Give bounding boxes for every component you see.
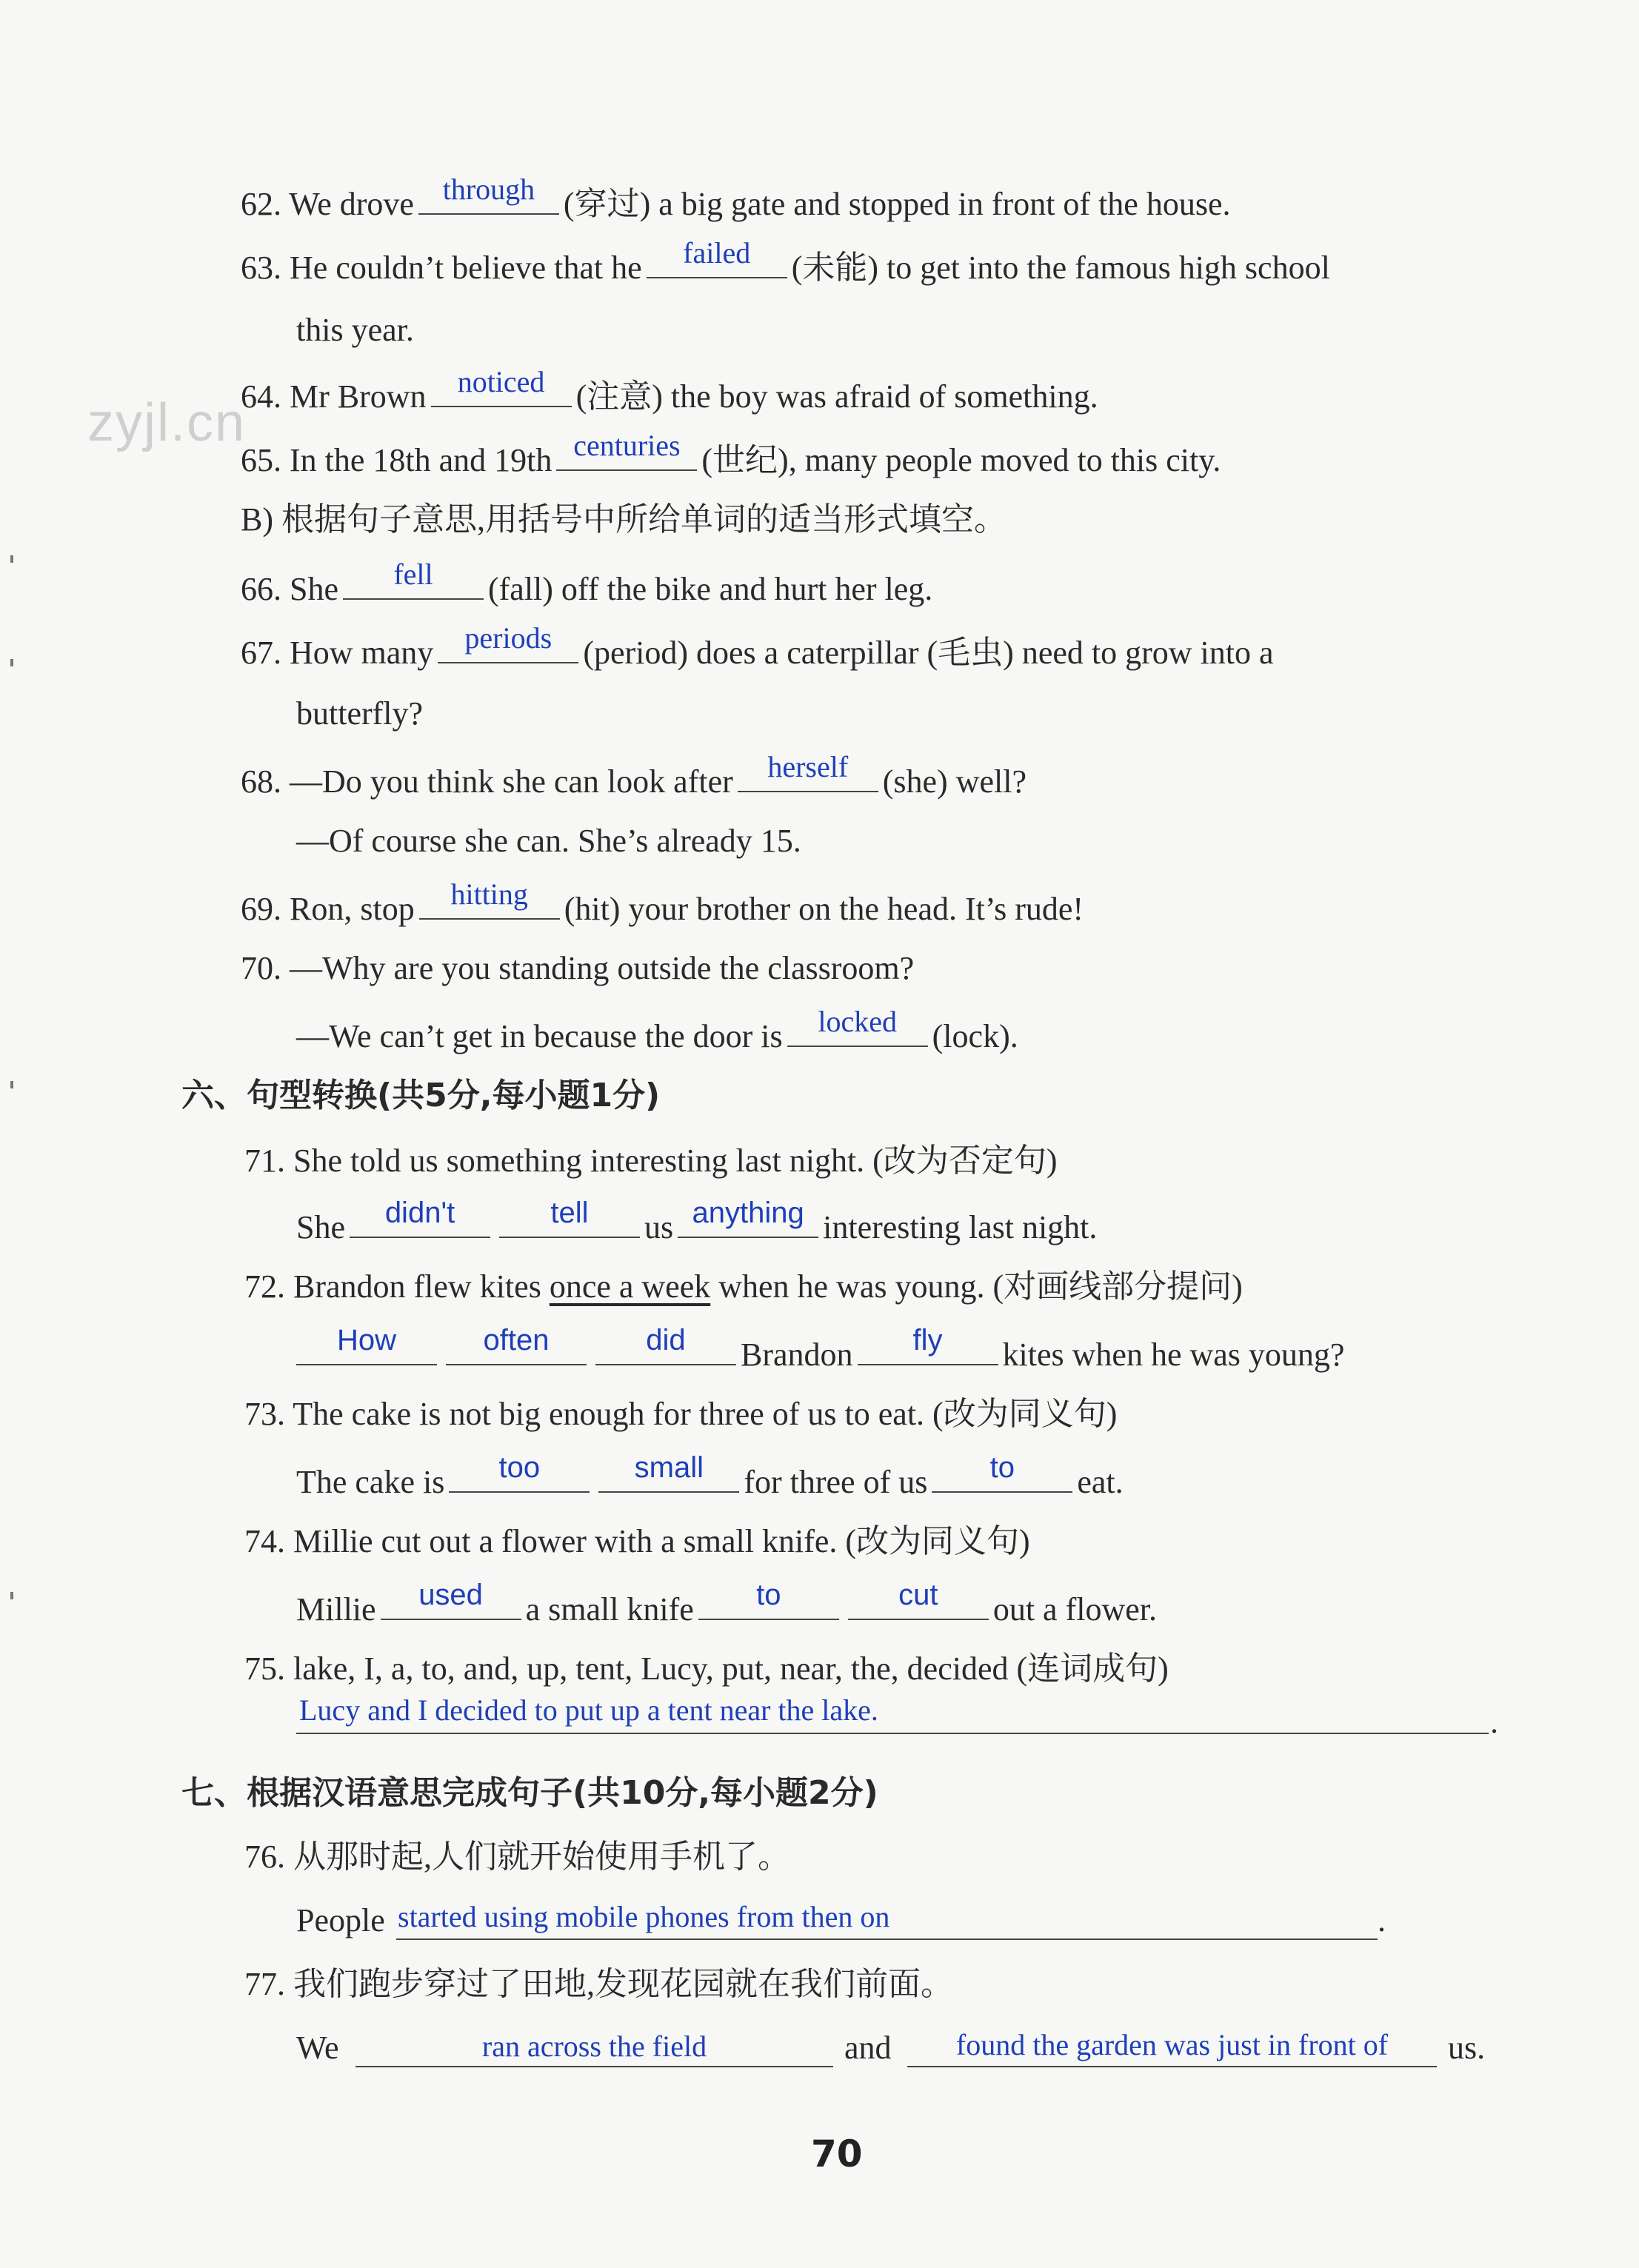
answer-blank[interactable] — [598, 1451, 739, 1493]
answer-blank[interactable] — [848, 1579, 989, 1620]
answer-rule[interactable] — [355, 2066, 833, 2067]
margin-mark — [10, 555, 13, 563]
answer-text: How — [336, 1324, 397, 1357]
question-70: 70. —Why are you standing outside the classroom? — [241, 950, 915, 986]
question-62: 62. We drove through (穿过) a big gate and stopped in front of the house. — [241, 173, 1231, 222]
question-72: 72. Brandon flew kites once a week when he was young. (对画线部分提问) — [244, 1268, 1243, 1305]
question-64: 64. Mr Brown noticed (注意) the boy was afraid of something. — [241, 365, 1098, 415]
answer-text: cut — [898, 1579, 938, 1611]
question-73-answer-line: The cake is too small for three of us to eat. — [296, 1451, 1124, 1500]
answer-text: small — [634, 1451, 704, 1484]
answer-rule[interactable] — [396, 1938, 1378, 1940]
answer-text: herself — [767, 750, 849, 783]
answer-text: often — [483, 1324, 550, 1357]
answer-blank[interactable] — [418, 173, 559, 215]
answer-text: through — [442, 173, 535, 206]
answer-text: fly — [912, 1324, 943, 1357]
sentence-period: . — [1378, 1902, 1386, 1938]
question-69: 69. Ron, stop hitting (hit) your brother on the head. It’s rude! — [241, 877, 1084, 927]
answer-text: Lucy and I decided to put up a tent near the lake. — [299, 1693, 878, 1727]
answer-blank[interactable] — [381, 1579, 521, 1620]
question-71-answer-line: She didn't tell us anything interesting last night. — [296, 1197, 1098, 1245]
answer-text: did — [646, 1324, 686, 1357]
answer-text: to — [756, 1579, 781, 1611]
answer-text: ran across the field — [481, 2030, 707, 2063]
answer-text: started using mobile phones from then on — [398, 1900, 890, 1933]
answer-text: fell — [393, 558, 433, 591]
answer-text: to — [989, 1451, 1015, 1484]
answer-blank[interactable] — [350, 1197, 490, 1238]
question-74: 74. Millie cut out a flower with a small knife. (改为同义句) — [244, 1523, 1030, 1559]
section-7-heading: 七、根据汉语意思完成句子(共10分,每小题2分) — [181, 1774, 878, 1812]
answer-blank[interactable] — [595, 1324, 736, 1365]
answer-text: anything — [692, 1197, 804, 1229]
question-72-answer-line: How often did Brandon fly kites when he was young? — [296, 1328, 1344, 1377]
answer-blank[interactable] — [449, 1451, 590, 1493]
answer-blank[interactable] — [343, 558, 484, 600]
answer-blank[interactable] — [431, 365, 572, 407]
question-77-end: us. — [1448, 2030, 1486, 2066]
question-71: 71. She told us something interesting last night. (改为否定句) — [244, 1143, 1058, 1179]
question-67: 67. How many periods (period) does a caterpillar (毛虫) need to grow into a — [241, 621, 1274, 671]
underlined-phrase: once a week — [549, 1268, 711, 1305]
question-75: 75. lake, I, a, to, and, up, tent, Lucy, put, near, the, decided (连词成句) — [244, 1650, 1169, 1687]
section-b-instruction: B) 根据句子意思,用括号中所给单词的适当形式填空。 — [241, 501, 1007, 538]
question-66: 66. She fell (fall) off the bike and hurt her leg. — [241, 558, 933, 607]
answer-blank[interactable] — [499, 1197, 640, 1238]
question-67-continuation: butterfly? — [296, 695, 424, 732]
answer-blank[interactable] — [438, 621, 578, 663]
answer-blank[interactable] — [932, 1451, 1072, 1493]
question-63-continuation: this year. — [296, 312, 414, 348]
question-77-connector: and — [844, 2030, 892, 2066]
answer-text: periods — [464, 621, 553, 655]
question-68-reply: —Of course she can. She’s already 15. — [296, 823, 801, 859]
margin-mark — [10, 659, 13, 666]
question-70-reply: —We can’t get in because the door is locked (lock). — [296, 1005, 1018, 1054]
margin-mark — [10, 1592, 13, 1599]
question-76-prefix: People — [296, 1902, 385, 1938]
answer-rule[interactable] — [296, 1733, 1489, 1734]
sentence-period: . — [1490, 1704, 1498, 1740]
question-68: 68. —Do you think she can look after herself (she) well? — [241, 750, 1027, 800]
answer-blank[interactable] — [296, 1324, 437, 1365]
question-76: 76. 从那时起,人们就开始使用手机了。 — [244, 1839, 790, 1875]
answer-text: too — [498, 1451, 541, 1484]
answer-blank[interactable] — [787, 1005, 928, 1047]
question-74-answer-line: Millie used a small knife to cut out a flower. — [296, 1579, 1157, 1628]
question-73: 73. The cake is not big enough for three of us to eat. (改为同义句) — [244, 1396, 1118, 1432]
section-6-heading: 六、句型转换(共5分,每小题1分) — [181, 1077, 661, 1114]
question-77: 77. 我们跑步穿过了田地,发现花园就在我们前面。 — [244, 1966, 953, 2002]
question-77-prefix: We — [296, 2030, 339, 2066]
answer-blank[interactable] — [556, 429, 697, 471]
answer-blank[interactable] — [738, 750, 878, 792]
answer-blank[interactable] — [647, 236, 787, 278]
watermark: zyjl.cn — [87, 393, 247, 452]
answer-text: locked — [818, 1005, 897, 1038]
answer-text: used — [418, 1579, 483, 1611]
answer-blank[interactable] — [858, 1324, 998, 1365]
answer-rule[interactable] — [907, 2066, 1437, 2067]
answer-text: tell — [550, 1197, 589, 1229]
answer-text: didn't — [384, 1197, 455, 1229]
question-65: 65. In the 18th and 19th centuries (世纪), many people moved to this city. — [241, 429, 1221, 478]
answer-text: noticed — [457, 365, 545, 398]
answer-blank[interactable] — [698, 1579, 839, 1620]
margin-mark — [10, 1081, 13, 1088]
answer-blank[interactable] — [446, 1324, 587, 1365]
page-number: 70 — [811, 2132, 863, 2175]
answer-text: failed — [683, 236, 751, 270]
answer-blank[interactable] — [678, 1197, 818, 1238]
question-63: 63. He couldn’t believe that he failed (未能) to get into the famous high school — [241, 236, 1330, 286]
answer-text: hitting — [450, 877, 528, 911]
answer-blank[interactable] — [419, 877, 560, 920]
answer-text: found the garden was just in front of — [955, 2028, 1389, 2061]
answer-text: centuries — [573, 429, 681, 462]
